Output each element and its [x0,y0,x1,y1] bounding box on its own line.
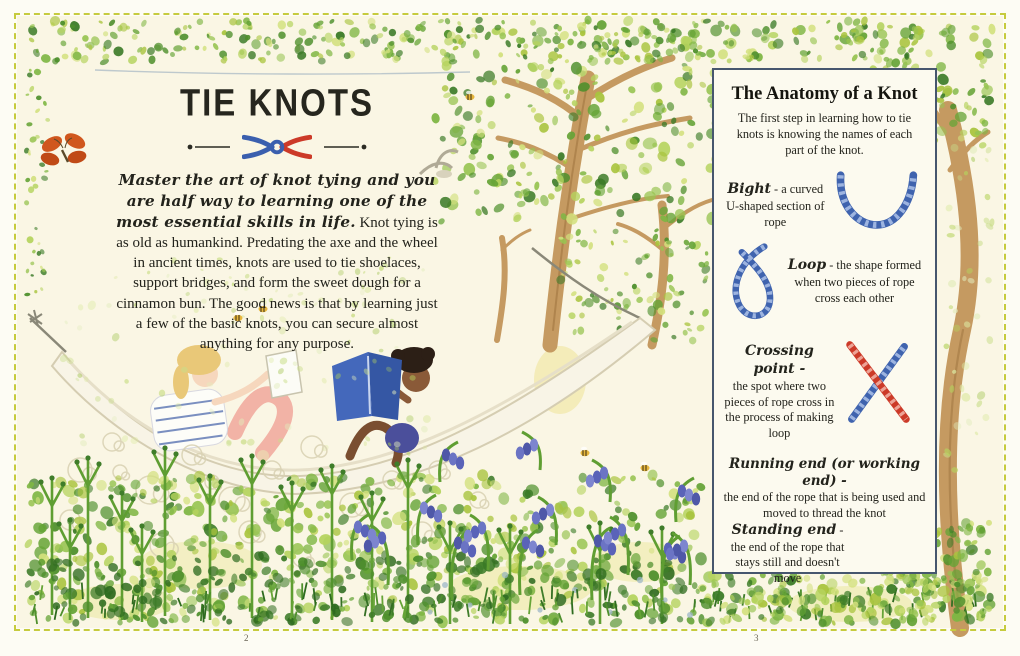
hammock-wire-icon [95,70,470,74]
term-standing-end: Standing end [731,521,837,538]
term-bight: Bight [727,180,771,197]
panel-title: The Anatomy of a Knot [731,84,918,104]
entry-bight [722,171,927,233]
panel-intro: The first step in learning how to tie knots is knowing the names of each part of the knot. [736,111,913,157]
term-crossing-point: Crossing point - [744,342,814,377]
knot-divider [116,132,438,162]
left-page-header [116,81,438,354]
crossing-ropes-icon [839,337,917,427]
divider-line-right-icon [322,143,368,151]
square-knot-icon [242,132,312,162]
entry-standing-end [722,522,927,587]
def-running-end: the end of the rope that is being used and moved to thread the knot [723,490,926,520]
entry-loop [722,241,927,327]
intro-script-text: Master the art of knot tying and you are half way to learning one of the most essential skills in life. [116,171,436,232]
top-border-foliage [26,14,920,68]
left-border-foliage [23,68,50,296]
intro-paragraph [116,170,438,354]
right-page-number: 3 [754,633,759,643]
def-loop: - the shape formed when two pieces of rope cross each other [794,257,922,305]
divider-line-left-icon [186,143,232,151]
girl-reading [148,345,302,462]
loop-rope-icon [726,241,782,327]
bight-rope-icon [833,171,921,233]
term-loop: Loop [787,256,827,273]
butterfly-icon [39,130,88,168]
page-title: TIE KNOTS [179,81,374,124]
paper-sheet-icon [266,350,302,398]
anatomy-panel [712,68,937,586]
term-running-end: Running end (or working end) - [729,455,920,489]
blue-book-icon [332,352,402,421]
intro-serif-text: Knot tying is as old as humankind. Predating the axe and the wheel in ancient times, knots are used to tie shoelaces, support bridges, and form the sweet dough for a cinnamon bun. The good news is that by learning just a few of the basic knots, you can secure almost anything for any purpose. [116,215,438,352]
shorts [385,423,419,453]
def-bight: - a curved U-shaped section of rope [726,181,825,229]
left-page-number: 2 [244,633,249,643]
boy-reading [332,347,435,463]
entry-running-end [722,456,927,522]
def-standing-end: - the end of the rope that stays still and doesn't move [730,522,845,586]
entry-crossing-point [722,337,927,442]
def-crossing-point: the spot where two pieces of rope cross in the process of making loop [724,378,835,440]
